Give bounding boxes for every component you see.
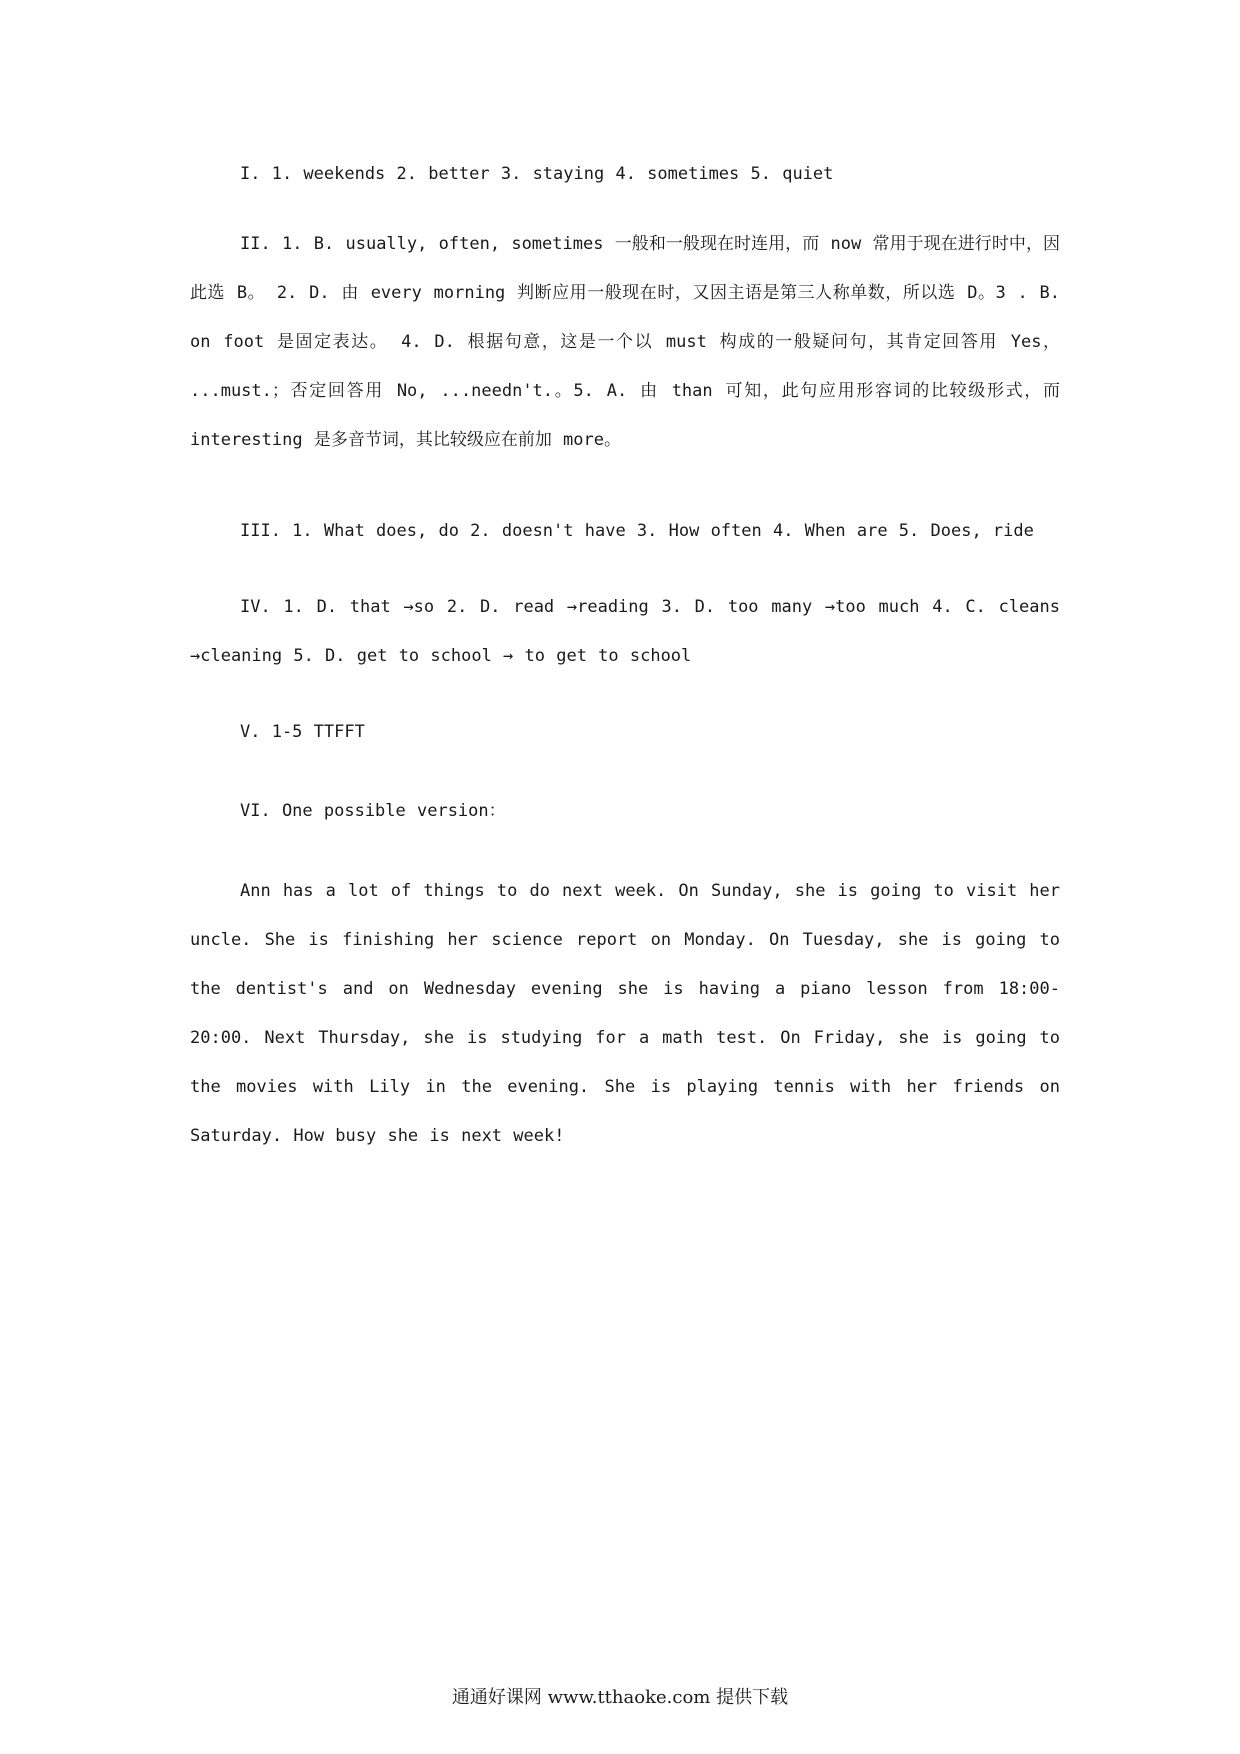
answer-section-1: I. 1. weekends 2. better 3. staying 4. sometimes 5. quiet bbox=[240, 164, 834, 184]
page-footer: 通通好课网 www.tthaoke.com 提供下载 bbox=[451, 1687, 789, 1708]
answer-section-6-label: VI. One possible version： bbox=[240, 801, 506, 821]
document-page bbox=[190, 0, 1060, 1754]
answer-section-3: III. 1. What does, do 2. doesn't have 3. How often 4. When are 5. Does, ride bbox=[240, 521, 1034, 541]
answer-section-2: II. 1. B. usually, often, sometimes 一般和一般现在时连用，而 now 常用于现在进行时中，因此选 B。 2. D. 由 every morning 判断应用一般现在时，又因主语是第三人称单数，所以选 D。3 . B. on foot 是固定表达。 4. D. 根据句意，这是一个以 must 构成的一般疑问句，其肯定回答用 Yes， ...must.；否定回答用 No, ...needn't.。5. A. 由 than 可知，此句应用形容词的比较级形式，而 interesting 是多音节词，其比较级应在前加 more。 bbox=[190, 234, 1060, 450]
sample-essay: Ann has a lot of things to do next week. On Sunday, she is going to visit her uncle. She is finishing her science report on Monday. On Tuesday, she is going to the dentist's and on Wednesday evening she is having a piano lesson from 18:00-20:00. Next Thursday, she is studying for a math test. On Friday, she is going to the movies with Lily in the evening. She is playing tennis with her friends on Saturday. How busy she is next week! bbox=[190, 881, 1060, 1146]
answer-section-4: IV. 1. D. that →so 2. D. read →reading 3. D. too many →too much 4. C. cleans →cleaning 5. D. get to school → to get to school bbox=[190, 597, 1060, 666]
answer-section-5: V. 1-5 TTFFT bbox=[240, 722, 365, 742]
